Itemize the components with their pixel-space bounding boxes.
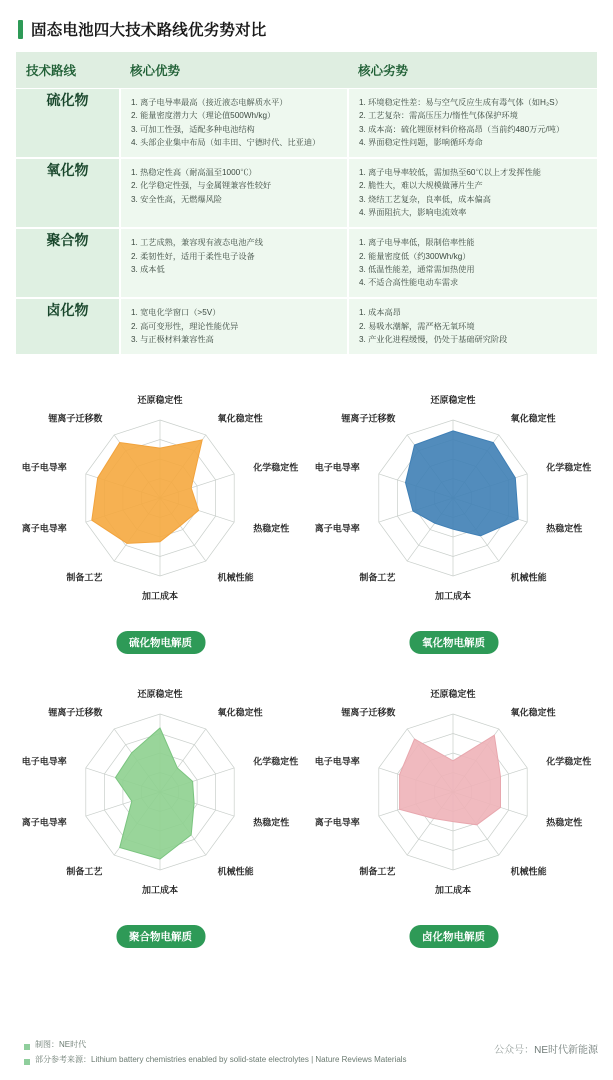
- radar-axis-label: 锂离子迁移数: [341, 707, 396, 718]
- route-name-cell: 硫化物: [16, 89, 120, 159]
- list-item: 1. 成本高昂: [359, 308, 401, 318]
- list-item: 4. 不适合高性能电动车需求: [359, 278, 459, 288]
- radar-axis-label: 电子电导率: [21, 462, 67, 473]
- radar-chart-title: 聚合物电解质: [116, 925, 205, 948]
- radar-axis-label: 锂离子迁移数: [48, 413, 103, 424]
- list-item: 2. 易吸水潮解，需严格无氧环境: [359, 321, 475, 331]
- disadvantages-cell: [348, 89, 597, 159]
- advantages-cell: [120, 158, 348, 228]
- bullet-square-icon: [24, 1044, 30, 1050]
- col-header-pros: 核心优势: [120, 52, 348, 89]
- radar-axis-label: 氧化稳定性: [510, 413, 556, 424]
- radar-axis-label: 加工成本: [434, 885, 472, 896]
- list-item: 4. 界面阻抗大，影响电流效率: [359, 207, 467, 217]
- list-item: 4. 头部企业集中布局（如丰田、宁德时代、比亚迪）: [131, 137, 321, 147]
- radar-axis-label: 机械性能: [510, 572, 547, 583]
- table-row: [16, 158, 597, 228]
- title-text: 固态电池四大技术路线优劣势对比: [31, 22, 267, 39]
- radar-axis-label: 制备工艺: [66, 866, 103, 877]
- radar-axis-label: 加工成本: [434, 591, 472, 602]
- radar-svg: [16, 370, 305, 660]
- list-item: 3. 安全性高，无燃爆风险: [131, 194, 222, 204]
- radar-axis-label: 化学稳定性: [546, 462, 592, 473]
- list-item: 1. 热稳定性高（耐高温至1000℃）: [131, 168, 257, 178]
- radar-axis-label: 氧化稳定性: [217, 707, 263, 718]
- radar-data-area: [406, 431, 519, 536]
- footer-credit: 制图：NE时代: [35, 1040, 87, 1050]
- list-item: 3. 产业化进程缓慢，仍处于基础研究阶段: [359, 334, 508, 344]
- radar-axis-label: 离子电导率: [314, 817, 360, 828]
- table-row: [16, 89, 597, 159]
- radar-axis-label: 还原稳定性: [137, 395, 183, 406]
- radar-axis-label: 氧化稳定性: [217, 413, 263, 424]
- radar-chart-title: 卤化物电解质: [409, 925, 498, 948]
- list-item: 2. 工艺复杂：需高压压力/惰性气体保护环境: [359, 111, 518, 121]
- footer: [24, 1040, 604, 1070]
- radar-axis-label: 电子电导率: [21, 756, 67, 767]
- advantages-cell: [120, 298, 348, 355]
- radar-chart-title: 硫化物电解质: [116, 631, 205, 654]
- list-item: 3. 可加工性强，适配多种电池结构: [131, 124, 255, 134]
- radar-data-area: [92, 440, 202, 544]
- radar-svg: [309, 370, 598, 660]
- radar-axis-label: 机械性能: [217, 572, 254, 583]
- radar-axis-label: 制备工艺: [66, 572, 103, 583]
- radar-axis-label: 热稳定性: [546, 817, 583, 828]
- radar-svg: [309, 664, 598, 954]
- watermark-prefix: 公众号：: [494, 1045, 535, 1056]
- radar-axis-label: 氧化稳定性: [510, 707, 556, 718]
- radar-axis-label: 离子电导率: [21, 523, 67, 534]
- radar-axis-label: 机械性能: [217, 866, 254, 877]
- radar-axis-label: 离子电导率: [314, 523, 360, 534]
- radar-axis-label: 化学稳定性: [253, 462, 299, 473]
- radar-axis-label: 电子电导率: [314, 756, 360, 767]
- list-item: 2. 高可变形性，理论性能优异: [131, 321, 239, 331]
- disadvantages-cell: [348, 298, 597, 355]
- list-item: 1. 环境稳定性差：易与空气反应生成有毒气体（如H₂S）: [359, 98, 563, 107]
- radar-axis-label: 机械性能: [510, 866, 547, 877]
- list-item: 2. 化学稳定性强，与金属锂兼容性较好: [131, 181, 272, 191]
- list-item: 1. 离子电导率最高（接近液态电解质水平）: [131, 98, 288, 107]
- list-item: 2. 能量密度低（约300Wh/kg）: [359, 251, 471, 261]
- radar-axis-label: 制备工艺: [359, 572, 396, 583]
- route-name-cell: 聚合物: [16, 228, 120, 298]
- radar-chart: [309, 664, 598, 954]
- bullet-square-icon: [24, 1059, 30, 1065]
- list-item: 3. 烧结工艺复杂，良率低，成本偏高: [359, 194, 491, 204]
- radar-chart-grid: [16, 370, 597, 954]
- radar-chart: [309, 370, 598, 660]
- list-item: 1. 离子电导率低，限制倍率性能: [359, 238, 475, 248]
- list-item: 3. 低温性能差，通常需加热使用: [359, 264, 475, 274]
- route-name-cell: 氧化物: [16, 158, 120, 228]
- radar-chart: [16, 664, 305, 954]
- radar-axis-label: 还原稳定性: [137, 689, 183, 700]
- radar-axis-label: 加工成本: [141, 885, 179, 896]
- radar-axis-label: 热稳定性: [253, 523, 290, 534]
- route-name-cell: 卤化物: [16, 298, 120, 355]
- list-item: 1. 工艺成熟，兼容现有液态电池产线: [131, 238, 263, 248]
- table-body: [16, 89, 597, 356]
- radar-axis-label: 电子电导率: [314, 462, 360, 473]
- radar-axis-label: 离子电导率: [21, 817, 67, 828]
- radar-axis-label: 锂离子迁移数: [48, 707, 103, 718]
- list-item: 1. 离子电导率较低，需加热至60℃以上才发挥性能: [359, 168, 541, 178]
- page-title: [18, 18, 597, 40]
- list-item: 3. 与正极材料兼容性高: [131, 334, 214, 344]
- list-item: 2. 能量密度潜力大（理论值500Wh/kg）: [131, 111, 276, 121]
- table-header-row: [16, 52, 597, 89]
- list-item: 3. 成本低: [131, 264, 165, 274]
- disadvantages-cell: [348, 228, 597, 298]
- col-header-cons: 核心劣势: [348, 52, 597, 89]
- list-item: 2. 脆性大，难以大规模做薄片生产: [359, 181, 483, 191]
- radar-axis-label: 还原稳定性: [430, 395, 476, 406]
- col-header-route: 技术路线: [16, 52, 120, 89]
- list-item: 1. 宽电化学窗口（>5V）: [131, 308, 221, 318]
- list-item: 2. 柔韧性好，适用于柔性电子设备: [131, 251, 255, 261]
- watermark-main: NE时代新能源: [534, 1045, 598, 1056]
- radar-chart: [16, 370, 305, 660]
- table-row: [16, 298, 597, 355]
- radar-svg: [16, 664, 305, 954]
- watermark: [494, 1041, 598, 1056]
- radar-chart-title: 氧化物电解质: [409, 631, 498, 654]
- disadvantages-cell: [348, 158, 597, 228]
- radar-axis-label: 还原稳定性: [430, 689, 476, 700]
- radar-axis-label: 化学稳定性: [253, 756, 299, 767]
- radar-data-area: [400, 735, 501, 825]
- radar-axis-label: 热稳定性: [253, 817, 290, 828]
- list-item: 3. 成本高：硫化锂原材料价格高昂（当前约480万元/吨）: [359, 124, 565, 134]
- footer-source: 部分参考来源：Lithium battery chemistries enabled by solid-state electrolytes | Nature Reviews Materials: [35, 1055, 407, 1065]
- radar-data-area: [116, 728, 195, 859]
- radar-axis-label: 制备工艺: [359, 866, 396, 877]
- list-item: 4. 界面稳定性问题，影响循环寿命: [359, 137, 483, 147]
- radar-axis-label: 热稳定性: [546, 523, 583, 534]
- radar-axis-label: 锂离子迁移数: [341, 413, 396, 424]
- comparison-table: [16, 52, 597, 356]
- radar-axis-label: 化学稳定性: [546, 756, 592, 767]
- table-row: [16, 228, 597, 298]
- title-accent-bar: [18, 20, 23, 39]
- advantages-cell: [120, 228, 348, 298]
- advantages-cell: [120, 89, 348, 159]
- footer-line-2: [24, 1055, 604, 1066]
- radar-axis-label: 加工成本: [141, 591, 179, 602]
